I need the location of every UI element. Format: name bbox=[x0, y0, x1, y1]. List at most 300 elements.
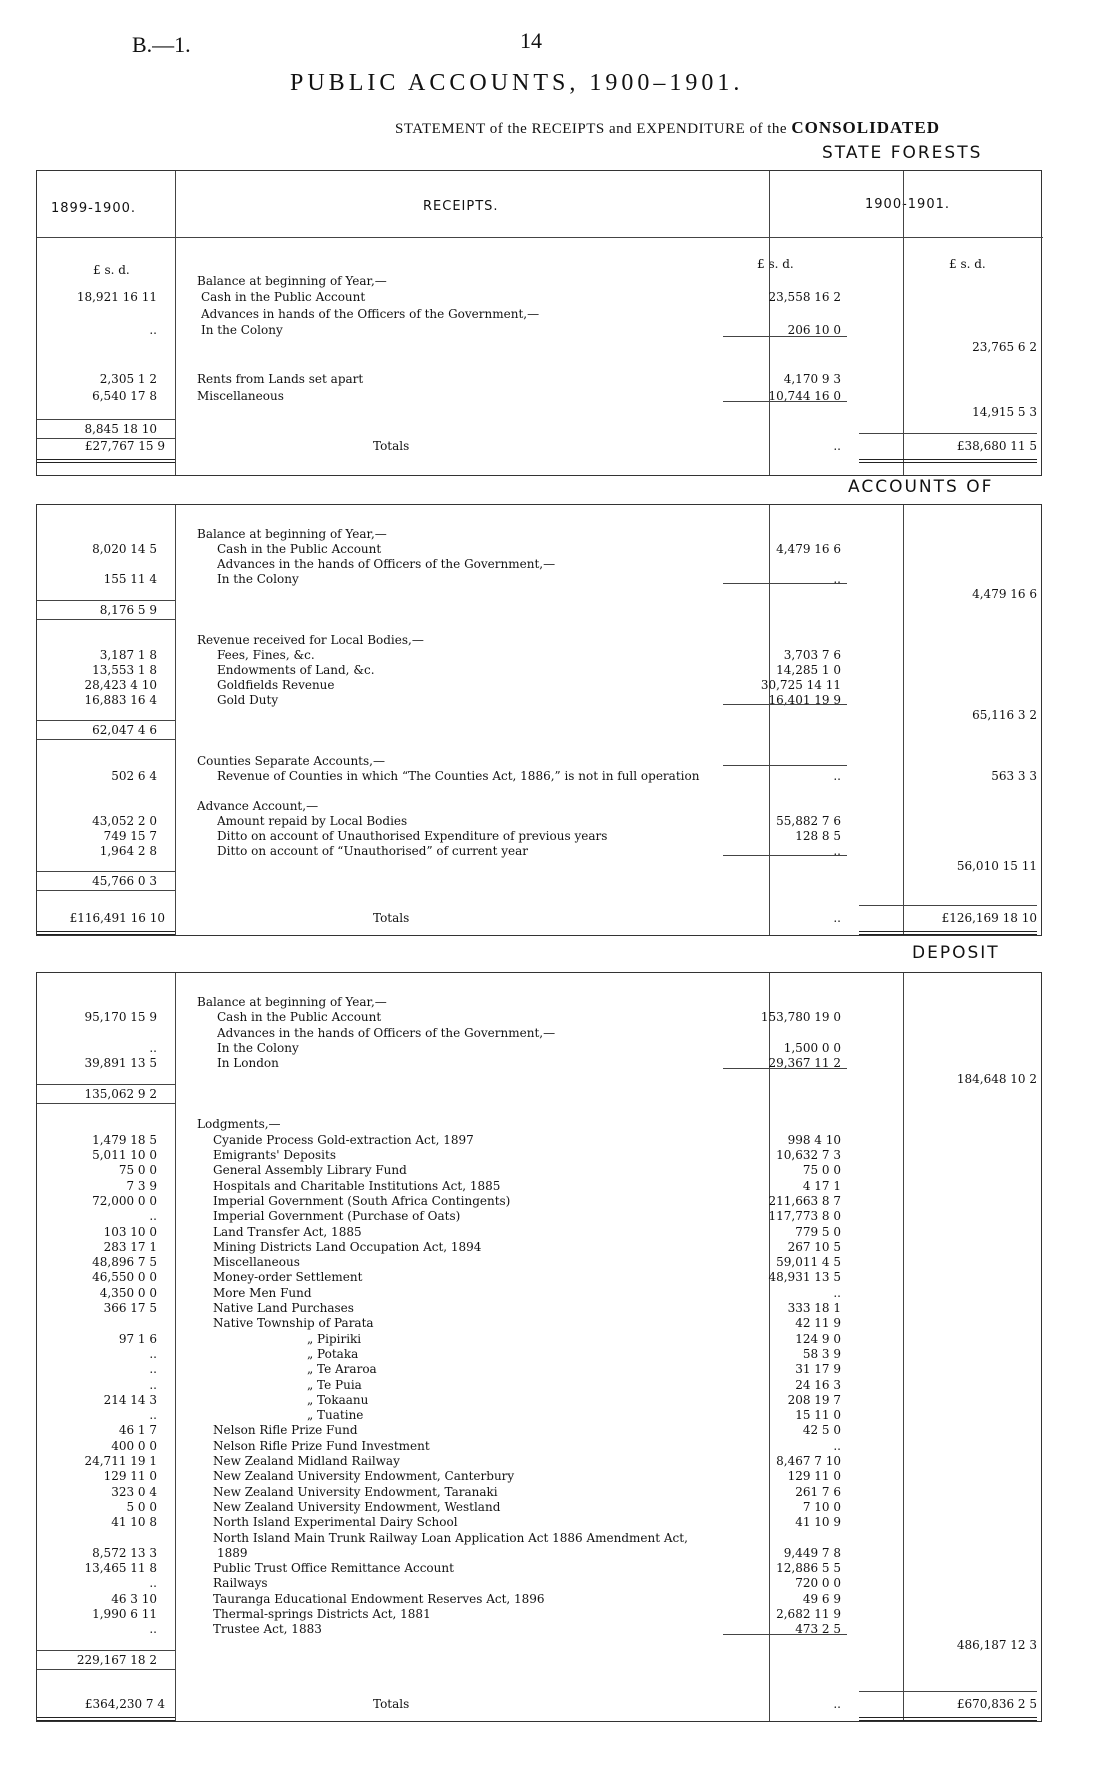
current-item-amount: 998 4 10 bbox=[787, 1132, 841, 1147]
prev-year-total: £364,230 7 4 bbox=[84, 1697, 165, 1711]
prev-year-amount: 103 10 0 bbox=[103, 1224, 157, 1239]
prev-year-amount: 1,479 18 5 bbox=[92, 1132, 157, 1147]
item-description: In the Colony bbox=[217, 572, 299, 587]
table-row bbox=[37, 754, 1043, 769]
item-description: Land Transfer Act, 1885 bbox=[213, 1224, 362, 1239]
item-description: Native Township of Parata bbox=[213, 1316, 374, 1331]
current-total-amount: 563 3 3 bbox=[991, 768, 1037, 783]
table-row bbox=[37, 1531, 1043, 1546]
table-row bbox=[37, 874, 1043, 889]
units-mid: £ s. d. bbox=[757, 257, 794, 271]
item-description: Counties Separate Accounts,— bbox=[197, 753, 385, 768]
table-row bbox=[37, 1592, 1043, 1607]
double-rule-total bbox=[859, 459, 1037, 463]
current-item-amount: .. bbox=[833, 844, 841, 859]
item-description: „ Te Puia bbox=[307, 1377, 362, 1392]
current-item-amount: 49 6 9 bbox=[802, 1591, 841, 1606]
prev-year-amount: 1,964 2 8 bbox=[99, 844, 157, 859]
current-item-amount: 15 11 0 bbox=[795, 1408, 841, 1423]
table-row bbox=[37, 307, 1043, 322]
current-total-amount: 65,116 3 2 bbox=[972, 708, 1037, 723]
table-row bbox=[37, 1179, 1043, 1194]
item-description: Endowments of Land, &c. bbox=[217, 662, 375, 677]
table-row bbox=[37, 1133, 1043, 1148]
current-total-amount: 4,479 16 6 bbox=[972, 587, 1037, 602]
table-row bbox=[37, 995, 1043, 1010]
current-item-amount: 4,479 16 6 bbox=[776, 542, 841, 557]
table-row bbox=[37, 389, 1043, 404]
item-description: Nelson Rifle Prize Fund Investment bbox=[213, 1438, 430, 1453]
current-item-amount: 779 5 0 bbox=[795, 1224, 841, 1239]
total-top-rule bbox=[859, 1691, 1037, 1692]
item-description: Nelson Rifle Prize Fund bbox=[213, 1423, 358, 1438]
prev-year-amount: 46 3 10 bbox=[111, 1591, 157, 1606]
current-item-amount: 129 11 0 bbox=[787, 1469, 841, 1484]
prev-year-amount: 95,170 15 9 bbox=[84, 1010, 157, 1025]
table-row bbox=[37, 784, 1043, 799]
prev-year-amount: 7 3 9 bbox=[126, 1178, 157, 1193]
prev-subtotal-rule bbox=[37, 720, 175, 721]
current-item-amount: 48,931 13 5 bbox=[768, 1270, 841, 1285]
double-rule-prev bbox=[37, 459, 175, 463]
table-row bbox=[37, 648, 1043, 663]
table-row bbox=[37, 1240, 1043, 1255]
item-description: „ Tuatine bbox=[307, 1408, 364, 1423]
prev-subtotal-rule bbox=[37, 1084, 175, 1085]
section-title-deposit: DEPOSIT bbox=[912, 943, 1000, 963]
prev-year-amount: 214 14 3 bbox=[103, 1392, 157, 1407]
col-header-current-year: 1900-1901. bbox=[865, 197, 950, 212]
col-header-receipts: RECEIPTS. bbox=[423, 199, 499, 214]
current-item-amount: 30,725 14 11 bbox=[760, 678, 841, 692]
item-description: „ Tokaanu bbox=[307, 1392, 369, 1407]
current-item-amount: 23,558 16 2 bbox=[768, 290, 841, 305]
current-item-amount: 1,500 0 0 bbox=[783, 1040, 841, 1055]
prev-subtotal-rule bbox=[37, 1650, 175, 1651]
prev-subtotal-rule bbox=[37, 1669, 175, 1670]
prev-year-amount: 6,540 17 8 bbox=[92, 388, 157, 403]
table-row bbox=[37, 1515, 1043, 1530]
prev-subtotal-rule bbox=[37, 419, 175, 420]
current-item-amount: 4 17 1 bbox=[802, 1178, 841, 1193]
current-item-amount: .. bbox=[833, 1438, 841, 1453]
subtotal-rule bbox=[723, 704, 847, 705]
prev-year-amount: 1,990 6 11 bbox=[92, 1607, 157, 1621]
current-item-amount: 720 0 0 bbox=[795, 1576, 841, 1591]
table-row bbox=[37, 814, 1043, 829]
item-description: 1889 bbox=[217, 1545, 248, 1560]
prev-year-amount: .. bbox=[149, 1362, 157, 1377]
prev-year-amount: 3,187 1 8 bbox=[99, 647, 157, 662]
table-row bbox=[37, 1026, 1043, 1041]
current-item-amount: 3,703 7 6 bbox=[783, 647, 841, 662]
prev-year-amount: 48,896 7 5 bbox=[92, 1255, 157, 1270]
current-item-amount: 75 0 0 bbox=[802, 1163, 841, 1178]
current-total-amount: 14,915 5 3 bbox=[972, 405, 1037, 420]
table-row bbox=[37, 587, 1043, 602]
current-total-amount: 23,765 6 2 bbox=[972, 339, 1037, 354]
prev-year-amount: 283 17 1 bbox=[103, 1239, 157, 1254]
state-forests-table bbox=[36, 170, 1042, 476]
table-row bbox=[37, 1485, 1043, 1500]
section-title-accounts-of: ACCOUNTS OF bbox=[848, 477, 994, 497]
current-item-amount: 14,285 1 0 bbox=[776, 662, 841, 677]
prev-year-amount: 72,000 0 0 bbox=[92, 1193, 157, 1208]
item-description: Ditto on account of Unauthorised Expenditure of previous years bbox=[217, 829, 608, 843]
table-row bbox=[37, 557, 1043, 572]
prev-year-amount: .. bbox=[149, 1346, 157, 1361]
prev-year-amount: 4,350 0 0 bbox=[99, 1285, 157, 1300]
units-total: £ s. d. bbox=[949, 257, 986, 271]
table-row bbox=[37, 1546, 1043, 1561]
table-row bbox=[37, 618, 1043, 633]
double-rule-total bbox=[859, 931, 1037, 935]
prev-year-amount: 45,766 0 3 bbox=[92, 874, 157, 889]
prev-year-amount: 366 17 5 bbox=[103, 1301, 157, 1315]
table-row bbox=[37, 1332, 1043, 1347]
table-row bbox=[37, 542, 1043, 557]
current-item-amount: 42 5 0 bbox=[802, 1423, 841, 1438]
item-description: Cash in the Public Account bbox=[217, 542, 382, 557]
prev-year-amount: .. bbox=[149, 1209, 157, 1224]
prev-year-amount: 13,465 11 8 bbox=[84, 1561, 157, 1576]
item-description: Public Trust Office Remittance Account bbox=[213, 1561, 454, 1576]
prev-year-amount: 46,550 0 0 bbox=[92, 1270, 157, 1285]
current-item-amount: 24 16 3 bbox=[795, 1377, 841, 1392]
current-item-amount: 42 11 9 bbox=[795, 1316, 841, 1331]
double-rule-total bbox=[859, 1717, 1037, 1721]
current-total-amount: 486,187 12 3 bbox=[956, 1637, 1037, 1652]
item-description: Gold Duty bbox=[217, 693, 279, 708]
prev-subtotal-rule bbox=[37, 600, 175, 601]
statement-text: STATEMENT of the RECEIPTS and EXPENDITURE of the bbox=[395, 121, 788, 137]
prev-year-amount: 28,423 4 10 bbox=[84, 678, 157, 692]
table-row bbox=[37, 1163, 1043, 1178]
table-row bbox=[37, 1378, 1043, 1393]
prev-year-amount: 129 11 0 bbox=[103, 1469, 157, 1484]
table-row bbox=[37, 799, 1043, 814]
item-description: Hospitals and Charitable Institutions Act, 1885 bbox=[213, 1178, 501, 1193]
item-description: Rents from Lands set apart bbox=[197, 372, 364, 387]
table-row bbox=[37, 663, 1043, 678]
prev-subtotal-rule bbox=[37, 1103, 175, 1104]
page-title: PUBLIC ACCOUNTS, 1900–1901. bbox=[290, 70, 744, 96]
subtotal-rule bbox=[723, 855, 847, 856]
current-item-amount: 128 8 5 bbox=[795, 829, 841, 843]
table-row bbox=[37, 738, 1043, 753]
current-item-amount: 41 10 9 bbox=[795, 1515, 841, 1530]
item-description: North Island Main Trunk Railway Loan Application Act 1886 Amendment Act, bbox=[213, 1530, 688, 1545]
prev-year-amount: 46 1 7 bbox=[118, 1423, 157, 1438]
prev-year-total: £116,491 16 10 bbox=[69, 911, 165, 925]
table-row bbox=[37, 1423, 1043, 1438]
item-description: Balance at beginning of Year,— bbox=[197, 995, 387, 1009]
statement-bold-text: CONSOLIDATED bbox=[791, 118, 940, 137]
item-description: Revenue of Counties in which “The Counties Act, 1886,” is not in full operation bbox=[217, 768, 700, 783]
table-row bbox=[37, 1270, 1043, 1285]
current-item-amount: .. bbox=[833, 1285, 841, 1300]
current-item-amount: 10,744 16 0 bbox=[768, 388, 841, 403]
item-description: Tauranga Educational Endowment Reserves Act, 1896 bbox=[213, 1591, 545, 1606]
current-item-amount: 16,401 19 9 bbox=[768, 693, 841, 708]
table-row bbox=[37, 1576, 1043, 1591]
prev-year-amount: 155 11 4 bbox=[103, 572, 157, 587]
item-description: Trustee Act, 1883 bbox=[213, 1622, 322, 1637]
item-description: Miscellaneous bbox=[197, 388, 284, 403]
col-header-prev-year: 1899-1900. bbox=[51, 201, 136, 216]
table-row bbox=[37, 1102, 1043, 1117]
table-row bbox=[37, 1622, 1043, 1637]
table-row bbox=[37, 1362, 1043, 1377]
subtotal-rule bbox=[723, 583, 847, 584]
prev-year-amount: 5,011 10 0 bbox=[92, 1148, 157, 1162]
table-row bbox=[37, 1561, 1043, 1576]
item-description: Cyanide Process Gold-extraction Act, 1897 bbox=[213, 1132, 474, 1147]
deposit-table bbox=[36, 972, 1042, 1722]
prev-year-amount: 2,305 1 2 bbox=[99, 372, 157, 387]
totals-label: Totals bbox=[373, 439, 410, 453]
current-item-amount: 55,882 7 6 bbox=[776, 813, 841, 828]
table-row bbox=[37, 1469, 1043, 1484]
table-row bbox=[37, 372, 1043, 387]
item-description: „ Te Araroa bbox=[307, 1362, 377, 1377]
table-row bbox=[37, 1041, 1043, 1056]
item-description: „ Potaka bbox=[307, 1346, 359, 1361]
item-description: Balance at beginning of Year,— bbox=[197, 274, 387, 288]
current-item-amount: 117,773 8 0 bbox=[768, 1209, 841, 1224]
current-item-total: .. bbox=[833, 439, 841, 453]
prev-year-amount: 323 0 4 bbox=[111, 1484, 157, 1499]
table-row bbox=[37, 405, 1043, 420]
prev-year-amount: 97 1 6 bbox=[118, 1331, 157, 1346]
table-row bbox=[37, 1653, 1043, 1668]
prev-year-amount: 18,921 16 11 bbox=[76, 290, 157, 305]
table-row bbox=[37, 1286, 1043, 1301]
current-item-total: .. bbox=[833, 1697, 841, 1711]
table-row bbox=[37, 1148, 1043, 1163]
prev-subtotal-rule bbox=[37, 871, 175, 872]
item-description: Advances in the hands of Officers of the Government,— bbox=[217, 557, 556, 572]
current-item-amount: 29,367 11 2 bbox=[768, 1056, 841, 1071]
current-item-amount: 124 9 0 bbox=[795, 1331, 841, 1346]
prev-year-amount: 16,883 16 4 bbox=[84, 693, 157, 708]
item-description: Fees, Fines, &c. bbox=[217, 647, 315, 662]
current-total-amount: 184,648 10 2 bbox=[956, 1071, 1037, 1086]
prev-year-amount: 62,047 4 6 bbox=[92, 723, 157, 738]
table-row bbox=[37, 527, 1043, 542]
table-row bbox=[37, 1072, 1043, 1087]
prev-year-amount: .. bbox=[149, 323, 157, 338]
table-row bbox=[37, 1087, 1043, 1102]
subtotal-rule bbox=[723, 765, 847, 766]
item-description: Advances in the hands of Officers of the Government,— bbox=[217, 1025, 556, 1040]
table-row bbox=[37, 1500, 1043, 1515]
double-rule-prev bbox=[37, 1717, 175, 1721]
table-row bbox=[37, 323, 1043, 338]
prev-year-amount: .. bbox=[149, 1040, 157, 1055]
table-row bbox=[37, 274, 1043, 289]
item-description: Thermal-springs Districts Act, 1881 bbox=[213, 1607, 431, 1621]
prev-year-amount: 75 0 0 bbox=[118, 1163, 157, 1178]
item-description: Money-order Settlement bbox=[213, 1270, 363, 1285]
table-row bbox=[37, 1010, 1043, 1025]
table-row bbox=[37, 340, 1043, 355]
totals-label: Totals bbox=[373, 911, 410, 925]
item-description: In London bbox=[217, 1056, 279, 1071]
table-row bbox=[37, 1194, 1043, 1209]
table-row bbox=[37, 1301, 1043, 1316]
table-row bbox=[37, 603, 1043, 618]
total-top-rule bbox=[859, 433, 1037, 434]
item-description: Ditto on account of “Unauthorised” of current year bbox=[217, 844, 529, 859]
item-description: Mining Districts Land Occupation Act, 1894 bbox=[213, 1239, 482, 1254]
current-item-amount: .. bbox=[833, 768, 841, 783]
table-row bbox=[37, 1255, 1043, 1270]
item-description: Cash in the Public Account bbox=[217, 1010, 382, 1025]
table-row bbox=[37, 723, 1043, 738]
double-rule-prev bbox=[37, 931, 175, 935]
table-row bbox=[37, 829, 1043, 844]
table-row bbox=[37, 1439, 1043, 1454]
item-description: Imperial Government (Purchase of Oats) bbox=[213, 1209, 461, 1224]
header-rule bbox=[37, 237, 1043, 238]
item-description: Railways bbox=[213, 1576, 268, 1591]
current-item-amount: .. bbox=[833, 572, 841, 587]
item-description: New Zealand Midland Railway bbox=[213, 1454, 400, 1468]
table-row bbox=[37, 1408, 1043, 1423]
item-description: Amount repaid by Local Bodies bbox=[217, 813, 408, 828]
table-row bbox=[37, 769, 1043, 784]
current-item-amount: 12,886 5 5 bbox=[776, 1561, 841, 1576]
item-description: In the Colony bbox=[217, 1040, 299, 1055]
statement-heading bbox=[395, 118, 940, 138]
table-row bbox=[37, 633, 1043, 648]
item-description: Advance Account,— bbox=[197, 798, 319, 813]
prev-year-amount: 8,572 13 3 bbox=[92, 1545, 157, 1560]
current-item-amount: 206 10 0 bbox=[787, 323, 841, 338]
total-top-rule bbox=[859, 905, 1037, 906]
table-row bbox=[37, 859, 1043, 874]
accounts-table bbox=[36, 504, 1042, 936]
prev-year-amount: 5 0 0 bbox=[126, 1499, 157, 1514]
table-row bbox=[37, 572, 1043, 587]
page-number: 14 bbox=[520, 28, 542, 53]
item-description: More Men Fund bbox=[213, 1285, 312, 1300]
current-item-amount: 10,632 7 3 bbox=[776, 1148, 841, 1162]
table-row bbox=[37, 422, 1043, 437]
table-row bbox=[37, 1209, 1043, 1224]
subtotal-rule bbox=[723, 401, 847, 402]
current-item-amount: 4,170 9 3 bbox=[783, 372, 841, 387]
item-description: In the Colony bbox=[201, 323, 283, 338]
item-description: North Island Experimental Dairy School bbox=[213, 1515, 458, 1530]
current-item-amount: 9,449 7 8 bbox=[783, 1545, 841, 1560]
table-row bbox=[37, 844, 1043, 859]
table-row bbox=[37, 1117, 1043, 1132]
prev-year-amount: 135,062 9 2 bbox=[84, 1086, 157, 1101]
table-row bbox=[37, 1225, 1043, 1240]
item-description: Goldfields Revenue bbox=[217, 678, 335, 692]
subtotal-rule bbox=[723, 1634, 847, 1635]
current-item-amount: 267 10 5 bbox=[787, 1239, 841, 1254]
item-description: New Zealand University Endowment, Taranaki bbox=[213, 1484, 498, 1499]
table-row bbox=[37, 1347, 1043, 1362]
item-description: Native Land Purchases bbox=[213, 1301, 354, 1315]
item-description: General Assembly Library Fund bbox=[213, 1163, 407, 1178]
grand-total: £38,680 11 5 bbox=[956, 439, 1037, 453]
current-item-amount: 2,682 11 9 bbox=[776, 1607, 841, 1621]
section-title-state-forests: STATE FORESTS bbox=[822, 143, 983, 163]
table-row bbox=[37, 708, 1043, 723]
current-item-amount: 211,663 8 7 bbox=[768, 1193, 841, 1208]
item-description: Lodgments,— bbox=[197, 1117, 281, 1132]
current-item-amount: 8,467 7 10 bbox=[776, 1454, 841, 1468]
item-description: Miscellaneous bbox=[213, 1255, 300, 1270]
item-description: Revenue received for Local Bodies,— bbox=[197, 632, 424, 647]
prev-year-amount: .. bbox=[149, 1408, 157, 1423]
prev-year-amount: 502 6 4 bbox=[111, 768, 157, 783]
prev-year-amount: 400 0 0 bbox=[111, 1438, 157, 1453]
table-row bbox=[37, 1393, 1043, 1408]
prev-subtotal-rule bbox=[37, 739, 175, 740]
item-description: New Zealand University Endowment, Westland bbox=[213, 1499, 501, 1514]
prev-year-amount: .. bbox=[149, 1622, 157, 1637]
prev-year-amount: 41 10 8 bbox=[111, 1515, 157, 1530]
table-row bbox=[37, 290, 1043, 305]
current-item-amount: 58 3 9 bbox=[802, 1346, 841, 1361]
grand-total: £126,169 18 10 bbox=[941, 911, 1037, 925]
current-total-amount: 56,010 15 11 bbox=[956, 859, 1037, 874]
item-description: Emigrants' Deposits bbox=[213, 1148, 336, 1162]
table-row bbox=[37, 1316, 1043, 1331]
table-row bbox=[37, 1454, 1043, 1469]
prev-year-amount: 39,891 13 5 bbox=[84, 1056, 157, 1071]
prev-year-amount: 8,176 5 9 bbox=[99, 602, 157, 617]
current-item-amount: 473 2 5 bbox=[795, 1622, 841, 1637]
totals-label: Totals bbox=[373, 1697, 410, 1711]
prev-year-amount: 8,020 14 5 bbox=[92, 542, 157, 557]
item-description: Balance at beginning of Year,— bbox=[197, 527, 387, 541]
units-prev: £ s. d. bbox=[93, 263, 130, 277]
subtotal-rule bbox=[723, 1068, 847, 1069]
current-item-amount: 333 18 1 bbox=[787, 1301, 841, 1315]
prev-year-amount: 24,711 19 1 bbox=[84, 1454, 157, 1468]
subtotal-rule bbox=[723, 336, 847, 337]
table-row bbox=[37, 1638, 1043, 1653]
table-row bbox=[37, 693, 1043, 708]
current-item-amount: 7 10 0 bbox=[802, 1499, 841, 1514]
current-item-total: .. bbox=[833, 911, 841, 925]
current-item-amount: 59,011 4 5 bbox=[776, 1255, 841, 1270]
prev-year-amount: 749 15 7 bbox=[103, 829, 157, 843]
prev-year-amount: .. bbox=[149, 1576, 157, 1591]
table-row bbox=[37, 1607, 1043, 1622]
prev-year-total: £27,767 15 9 bbox=[84, 439, 165, 453]
prev-year-amount: 43,052 2 0 bbox=[92, 813, 157, 828]
current-item-amount: 208 19 7 bbox=[787, 1392, 841, 1407]
current-item-amount: 31 17 9 bbox=[795, 1362, 841, 1377]
item-description: Cash in the Public Account bbox=[201, 290, 366, 305]
item-description: New Zealand University Endowment, Canterbury bbox=[213, 1469, 515, 1484]
prev-subtotal-rule bbox=[37, 619, 175, 620]
grand-total: £670,836 2 5 bbox=[956, 1697, 1037, 1711]
prev-year-amount: .. bbox=[149, 1377, 157, 1392]
item-description: Advances in hands of the Officers of the Government,— bbox=[201, 306, 540, 321]
page-reference: B.—1. bbox=[132, 32, 191, 57]
table-row bbox=[37, 678, 1043, 693]
prev-year-amount: 8,845 18 10 bbox=[84, 421, 157, 436]
table-row bbox=[37, 1056, 1043, 1071]
